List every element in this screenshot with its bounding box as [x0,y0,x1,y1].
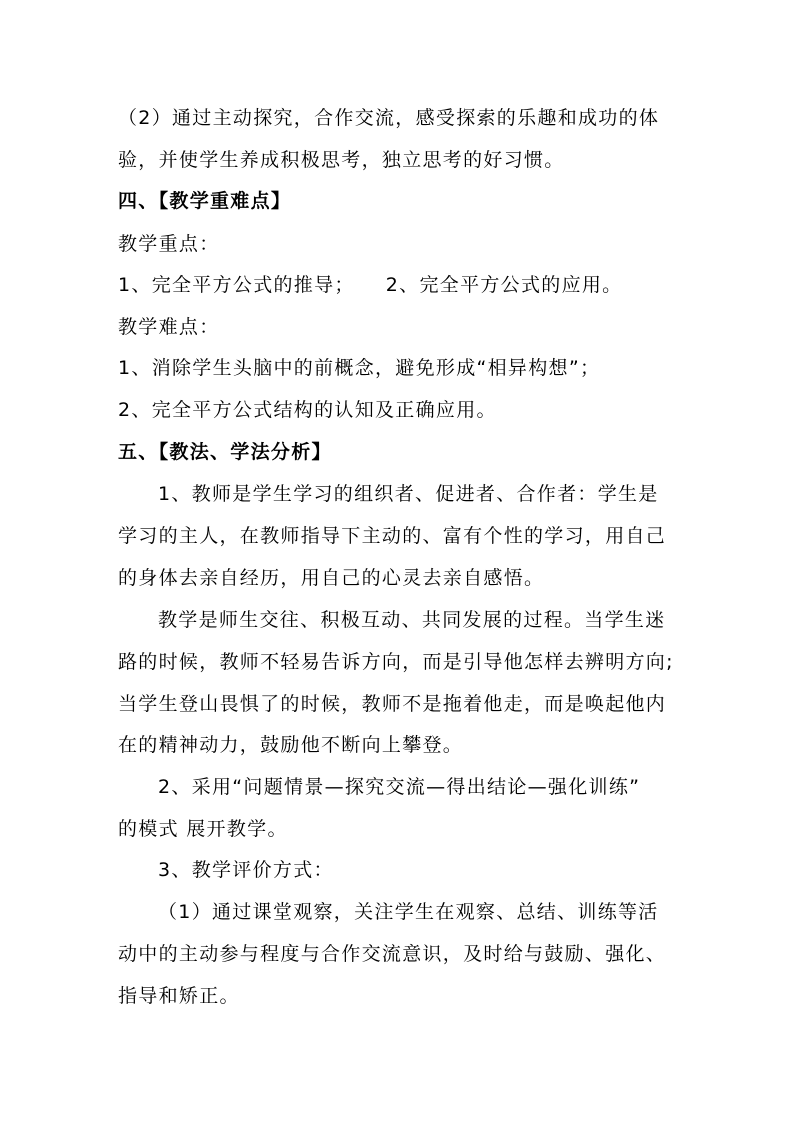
evaluation-1-line-3: 指导和矫正。 [118,985,240,1007]
method-1-line-2: 学习的主人，在教师指导下主动的、富有个性的学习，用自己 [118,525,667,547]
difficulty-item-1: 1、消除学生头脑中的前概念，避免形成“相异构想”； [118,357,601,379]
evaluation-1-line-2: 动中的主动参与程度与合作交流意识，及时给与鼓励、强化、 [118,943,667,965]
method-3-heading: 3、教学评价方式： [158,859,334,881]
section-4-heading: 四、【教学重难点】 [118,190,292,212]
evaluation-1-line-1: （1）通过课堂观察，关注学生在观察、总结、训练等活 [158,901,659,923]
section-5-heading: 五、【教法、学法分析】 [118,441,332,463]
difficulties-label: 教学难点： [118,316,220,338]
method-2-line-1: 2、采用“问题情景—探究交流—得出结论—强化训练” [158,776,641,798]
teaching-process-line-2: 路的时候，教师不轻易告诉方向，而是引导他怎样去辨明方向; [118,651,674,673]
objective-2-line-1: （2）通过主动探究，合作交流，感受探索的乐趣和成功的体 [118,107,660,129]
teaching-process-line-3: 当学生登山畏惧了的时候，教师不是拖着他走，而是唤起他内 [118,693,667,715]
method-1-line-1: 1、教师是学生学习的组织者、促进者、合作者：学生是 [158,483,659,505]
key-points-label: 教学重点： [118,233,220,255]
teaching-process-line-4: 在的精神动力，鼓励他不断向上攀登。 [118,734,464,756]
teaching-process-line-1: 教学是师生交往、积极互动、共同发展的过程。当学生迷 [158,609,666,631]
objective-2-line-2: 验，并使学生养成积极思考，独立思考的好习惯。 [118,149,565,171]
difficulty-item-2: 2、完全平方公式结构的认知及正确应用。 [118,399,497,421]
method-1-line-3: 的身体去亲自经历，用自己的心灵去亲自感悟。 [118,567,545,589]
method-2-line-2: 的模式 展开教学。 [118,818,288,840]
key-points-list: 1、完全平方公式的推导； 2、完全平方公式的应用。 [118,274,623,296]
